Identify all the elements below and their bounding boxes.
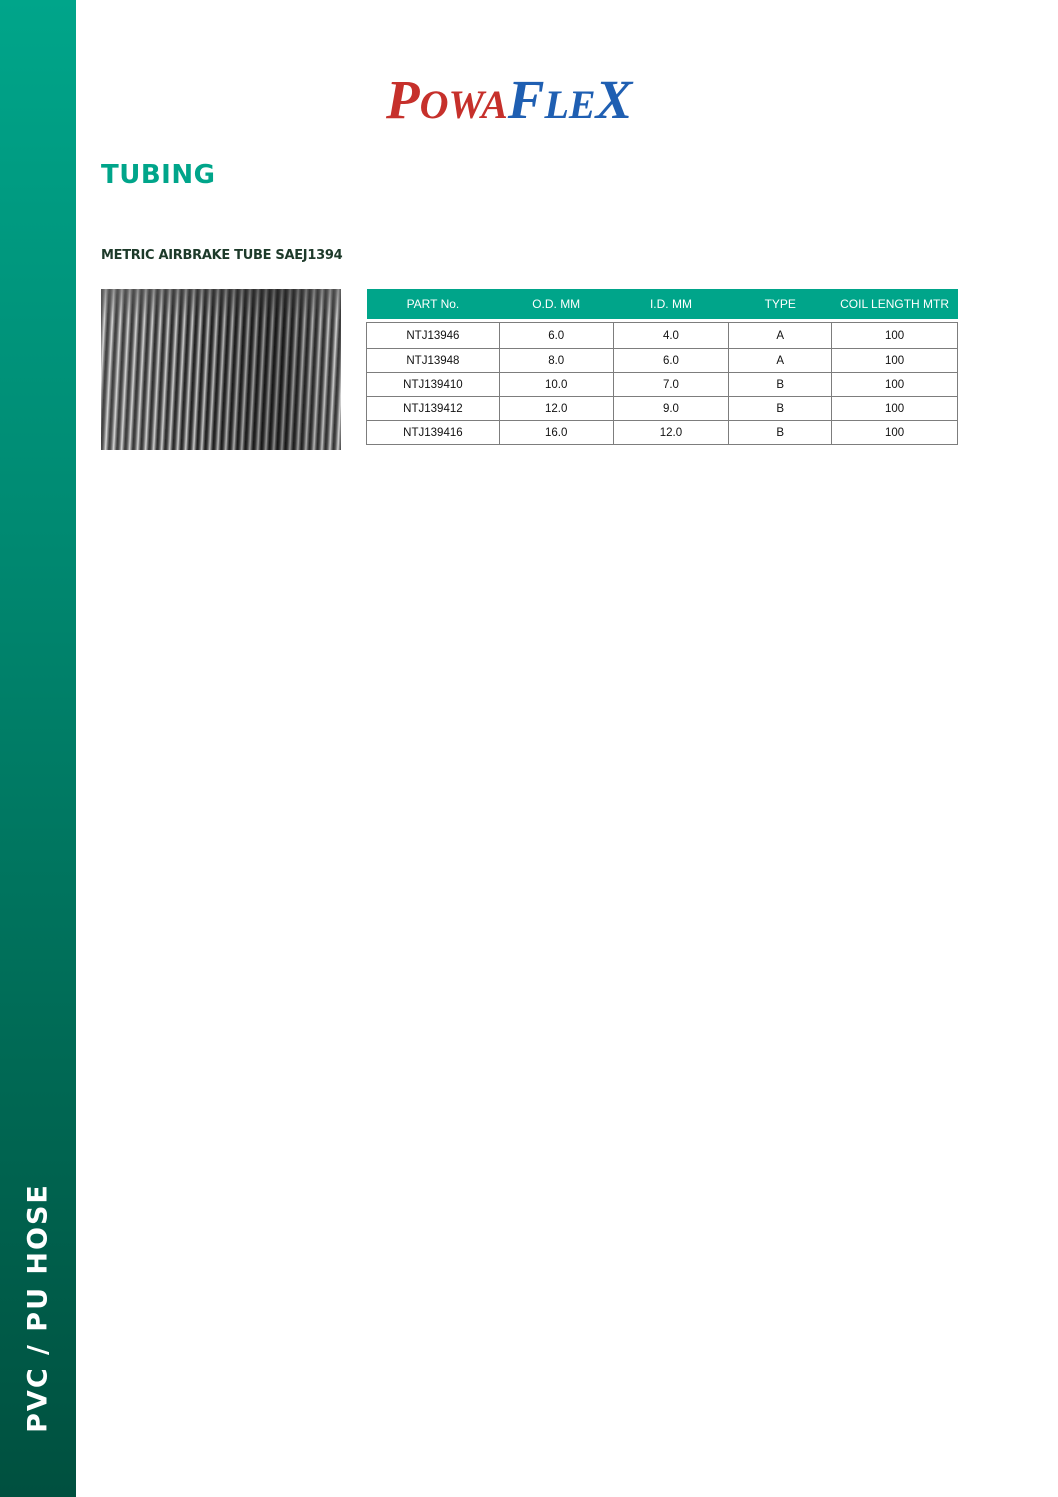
- cell-type: B: [729, 397, 832, 421]
- cell-part-no: NTJ13948: [367, 349, 500, 373]
- cell-od: 6.0: [499, 323, 613, 349]
- table-row: [367, 323, 958, 349]
- cell-type: A: [729, 323, 832, 349]
- header-coil-length: COIL LENGTH MTR: [832, 289, 958, 319]
- table-row: [367, 349, 958, 373]
- cell-id: 7.0: [613, 373, 729, 397]
- header-od-mm: O.D. MM: [499, 289, 613, 319]
- cell-coil-length: 100: [832, 349, 958, 373]
- cell-od: 8.0: [499, 349, 613, 373]
- cell-part-no: NTJ139412: [367, 397, 500, 421]
- cell-coil-length: 100: [832, 421, 958, 445]
- table-row: [367, 373, 958, 397]
- cell-id: 4.0: [613, 323, 729, 349]
- header-id-mm: I.D. MM: [613, 289, 729, 319]
- cell-part-no: NTJ13946: [367, 323, 500, 349]
- cell-part-no: NTJ139416: [367, 421, 500, 445]
- cell-id: 12.0: [613, 421, 729, 445]
- page-title: TUBING: [101, 160, 216, 190]
- logo-f: F: [507, 69, 545, 130]
- table-header-row: [367, 289, 958, 319]
- spec-table: [366, 289, 958, 445]
- cell-type: A: [729, 349, 832, 373]
- cell-coil-length: 100: [832, 323, 958, 349]
- cell-type: B: [729, 421, 832, 445]
- logo-p: P: [386, 69, 420, 130]
- table-row: [367, 397, 958, 421]
- logo-owa: OWA: [419, 82, 508, 127]
- cell-part-no: NTJ139410: [367, 373, 500, 397]
- table-row: [367, 421, 958, 445]
- coiled-tubing-photo: [101, 289, 341, 450]
- header-type: TYPE: [729, 289, 832, 319]
- header-part-no: PART No.: [367, 289, 500, 319]
- cell-coil-length: 100: [832, 397, 958, 421]
- side-band: [0, 0, 76, 1497]
- cell-od: 10.0: [499, 373, 613, 397]
- section-subtitle: METRIC AIRBRAKE TUBE SAEJ1394: [101, 248, 343, 263]
- cell-od: 16.0: [499, 421, 613, 445]
- cell-od: 12.0: [499, 397, 613, 421]
- brand-logo: [386, 69, 633, 130]
- cell-type: B: [729, 373, 832, 397]
- logo-le: LE: [544, 82, 596, 127]
- cell-coil-length: 100: [832, 373, 958, 397]
- photo-shading: [101, 289, 341, 450]
- logo-x: X: [595, 69, 633, 130]
- side-label: PVC / PU HOSE: [22, 1183, 54, 1433]
- cell-id: 9.0: [613, 397, 729, 421]
- cell-id: 6.0: [613, 349, 729, 373]
